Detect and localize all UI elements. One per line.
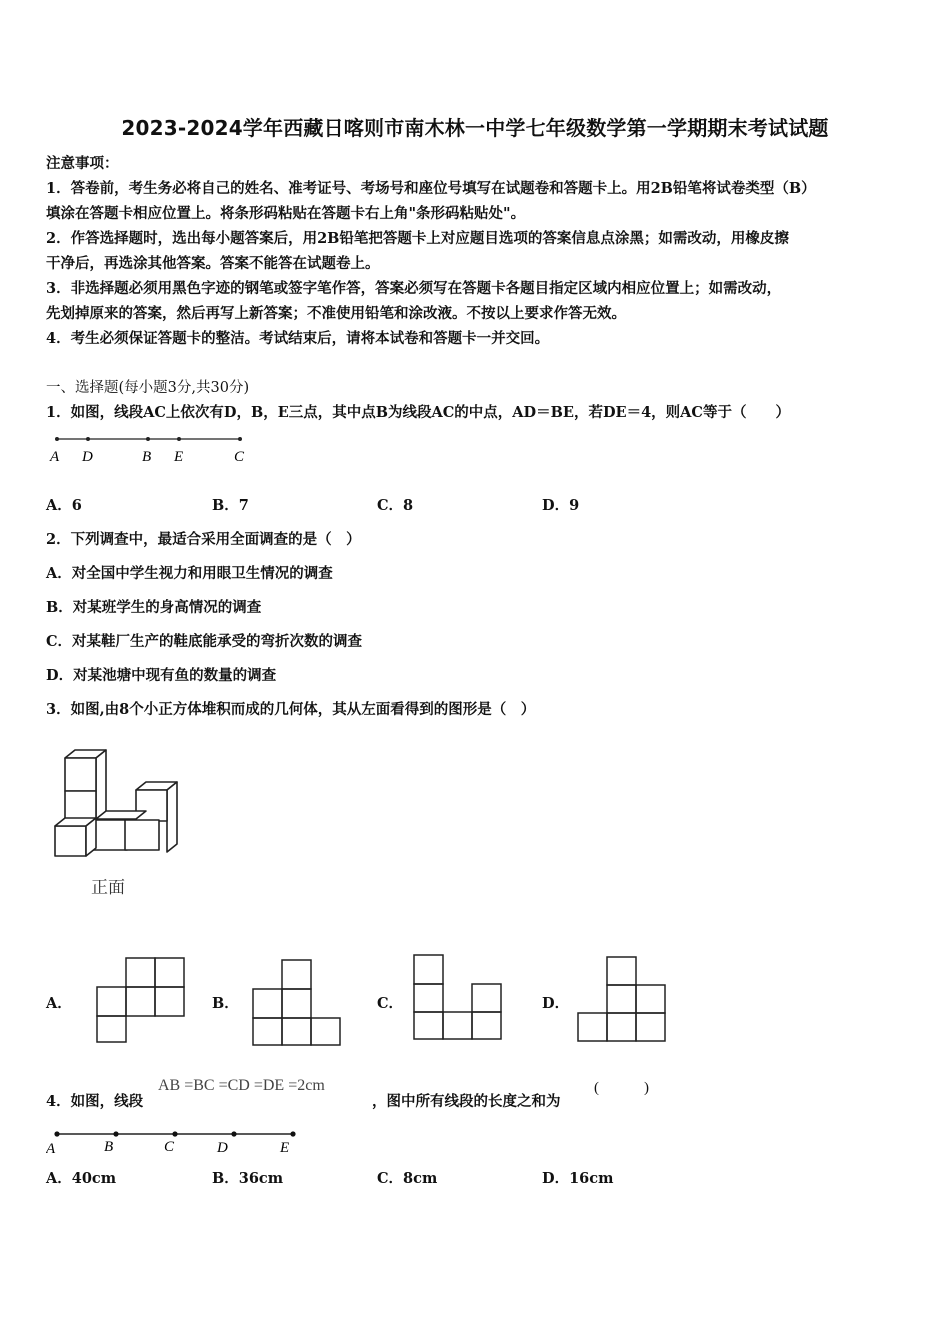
cube-face (125, 820, 159, 850)
q4-point-label: C (164, 1139, 175, 1155)
q1-option: C．8 (377, 497, 414, 514)
q1-option: A．6 (46, 497, 82, 514)
cube-face (167, 782, 177, 852)
q3-figure-caption: 正面 (91, 878, 125, 898)
q1-point-label: A (50, 449, 60, 465)
page-title: 2023-2024学年西藏日喀则市南木林一中学七年级数学第一学期期末考试试题 (121, 116, 829, 140)
notice-line: 4．考生必须保证答题卡的整洁。考试结束后，请将本试卷和答题卡一并交回。 (46, 330, 550, 347)
q2-option: B．对某班学生的身高情况的调查 (46, 599, 262, 616)
q4-point-label: E (280, 1140, 290, 1156)
q4-option: D．16cm (542, 1170, 614, 1187)
notice-line: 填涂在答题卡相应位置上。将条形码粘贴在答题卡右上角"条形码粘贴处"。 (46, 205, 526, 222)
cube-face (92, 820, 127, 850)
q3-option-label: B． (212, 995, 239, 1012)
q3-option-label: D． (542, 995, 570, 1012)
q4-answer-blank: ( ) (594, 1080, 649, 1096)
q1-option: B．7 (212, 497, 249, 514)
q1-point-label: B (142, 449, 152, 465)
notice-line: 先划掉原来的答案，然后再写上新答案；不准使用铅笔和涂改液。不按以上要求作答无效。 (46, 305, 626, 322)
q3-option-label: A． (46, 995, 72, 1012)
q4-point-dot (231, 1131, 236, 1136)
q2-stem: 2．下列调查中，最适合采用全面调查的是（ ） (46, 531, 361, 548)
cube-face (65, 758, 96, 791)
cube-face (55, 826, 86, 856)
q4-stem-suffix: ，图中所有线段的长度之和为 (372, 1093, 561, 1110)
q1-point-dot (55, 437, 59, 441)
q1-point-dot (238, 437, 242, 441)
q4-point-label: D (217, 1140, 228, 1156)
q4-stem-prefix: 4．如图，线段 (46, 1093, 144, 1110)
q4-point-label: A (46, 1141, 56, 1157)
q3-option-label: C． (377, 995, 404, 1012)
q1-point-label: D (82, 449, 93, 465)
section-heading: 一、选择题(每小题3分,共30分) (46, 380, 250, 396)
q4-point-dot (172, 1131, 177, 1136)
q4-option: B．36cm (212, 1170, 284, 1187)
notice-line: 3．非选择题必须用黑色字迹的钢笔或签字笔作答，答案必须写在答题卡各题目指定区域内相应位置上；如需改动， (46, 280, 782, 297)
q1-point-dot (146, 437, 150, 441)
q4-point-dot (54, 1131, 59, 1136)
q3-option-c-figure (412, 953, 504, 1043)
q3-cube-stack-figure (50, 748, 190, 864)
q4-point-label: B (104, 1139, 114, 1155)
q2-option: C．对某鞋厂生产的鞋底能承受的弯折次数的调查 (46, 633, 363, 650)
notice-line: 干净后，再选涂其他答案。答案不能答在试题卷上。 (46, 255, 380, 272)
q1-option: D．9 (542, 497, 580, 514)
notice-line: 2．作答选择题时，选出每小题答案后，用2B铅笔把答题卡上对应题目选项的答案信息点涂黑；如需改动，用橡皮擦 (46, 230, 789, 247)
cube-face (96, 811, 146, 819)
q4-point-dot (290, 1131, 295, 1136)
q1-stem: 1．如图，线段AC上依次有D，B，E三点，其中点B为线段AC的中点，AD＝BE，若DE＝4，则AC等于（ ） (46, 404, 790, 421)
q4-point-dot (113, 1131, 118, 1136)
q4-option: C．8cm (377, 1170, 438, 1187)
q1-point-dot (86, 437, 90, 441)
q4-option: A．40cm (46, 1170, 117, 1187)
q3-option-d-figure (576, 956, 668, 1046)
q2-option: A．对全国中学生视力和用眼卫生情况的调查 (46, 565, 333, 582)
q3-stem: 3．如图,由8个小正方体堆积而成的几何体，其从左面看得到的图形是（ ） (46, 701, 536, 718)
q3-option-a-figure (96, 956, 188, 1046)
notice-line: 1．答卷前，考生务必将自己的姓名、准考证号、考场号和座位号填写在试题卷和答题卡上。用2B铅笔将试卷类型（B） (46, 180, 816, 197)
cube-face (136, 790, 167, 821)
q1-point-label: E (174, 449, 184, 465)
q4-segment-figure (46, 1124, 306, 1158)
q4-formula: AB =BC =CD =DE =2cm (158, 1077, 325, 1094)
notice-heading: 注意事项： (46, 155, 119, 172)
q1-point-dot (177, 437, 181, 441)
q1-segment-figure (46, 428, 256, 468)
q3-option-b-figure (252, 958, 344, 1048)
q1-point-label: C (234, 449, 245, 465)
q2-option: D．对某池塘中现有鱼的数量的调查 (46, 667, 277, 684)
